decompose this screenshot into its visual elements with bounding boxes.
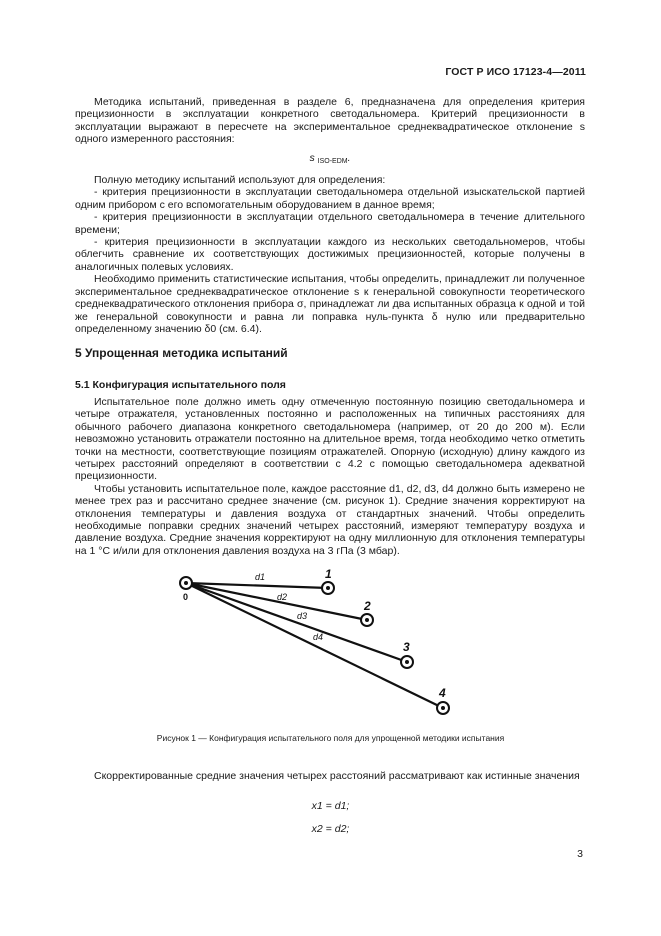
distance-d4-label: d4	[313, 632, 324, 642]
test-field-figure	[150, 565, 480, 725]
bullet-2: - критерия прецизионности в эксплуатации отдельного светодальномера в течение длительного времени;	[75, 211, 585, 236]
point-1-dot	[326, 586, 330, 590]
formula-s-iso-edm: s $_{ISO-EDM}$.	[309, 151, 351, 165]
point-2-label: 2	[364, 599, 371, 613]
equation-2: x2 = d2;	[311, 823, 350, 835]
line-d3	[186, 583, 407, 662]
equation-1: x1 = d1;	[311, 800, 350, 812]
subsection-5-1-title: 5.1 Конфигурация испытательного поля	[75, 379, 286, 391]
point-2-dot	[365, 618, 369, 622]
section-5-title: 5 Упрощенная методика испытаний	[75, 346, 288, 360]
intro-paragraph-1: Методика испытаний, приведенная в разделе 6, предназначена для определения критерия прецизионности в эксплуатации конкретного светодальномера. Критерий прецизионности в эксплуатации выражают в пересчете на экспериментальное среднеквадратическое отклонение s одного измеренного расстояния:	[75, 96, 585, 146]
point-4-label: 4	[439, 686, 446, 700]
distance-d1-label: d1	[255, 572, 266, 582]
intro-paragraph-2: Полную методику испытаний используют для определения:	[94, 174, 386, 187]
distance-d2-label: d2	[277, 592, 288, 602]
section-5-paragraph-2: Чтобы установить испытательное поле, каждое расстояние d1, d2, d3, d4 должно быть измерено не менее трех раз и рассчитано среднее значение (см. рисунок 1). Средние значения корректируют на отклонения температуры и давления воздуха от стандартных значений. Чтобы определить необходимые поправки средних значений четырех расстояний, измеряют температуру воздуха и давление воздуха. Средние значения корректируют на одну миллионную для отклонения температуры на 1 °С и/или для отклонения давления воздуха на 3 гПа (3 мбар).	[75, 482, 585, 557]
section-5-body	[75, 396, 585, 557]
bullet-3: - критерия прецизионности в эксплуатации каждого из нескольких светодальномеров, чтобы облегчить сравнение их соответствующих достижимых прецизионностей, которые получены в аналогичных полевых условиях.	[75, 236, 585, 273]
bullet-1: - критерия прецизионности в эксплуатации светодальномера отдельной изыскательской партией одним прибором с его вспомогательным оборудованием в данное время;	[75, 186, 585, 211]
origin-label: 0	[183, 592, 189, 602]
origin-point-dot	[184, 581, 188, 585]
point-3-label: 3	[403, 640, 410, 654]
page-number: 3	[577, 848, 583, 860]
point-1-label: 1	[325, 567, 332, 581]
after-figure-paragraph: Скорректированные средние значения четырех расстояний рассматривают как истинные значения	[94, 770, 580, 782]
intro-paragraph-3: Необходимо применить статистические испытания, чтобы определить, принадлежит ли полученное экспериментальное среднеквадратическое отклонение s к генеральной совокупности теоретического среднеквадратического отклонения прибора σ, принадлежат ли два испытанных образца к одной и той же генеральной совокупности и равна ли поправка нуль-пункта δ нулю или предварительно определенному значению δ0 (см. 6.4).	[75, 273, 585, 335]
after-figure-block	[75, 770, 585, 782]
distance-d3-label: d3	[297, 611, 308, 621]
point-4-dot	[441, 706, 445, 710]
standard-code-header: ГОСТ Р ИСО 17123-4—2011	[445, 66, 586, 78]
point-3-dot	[405, 660, 409, 664]
figure-caption: Рисунок 1 — Конфигурация испытательного поля для упрощенной методики испытания	[156, 733, 505, 743]
intro-block	[75, 96, 585, 335]
section-5-paragraph-1: Испытательное поле должно иметь одну отмеченную постоянную позицию светодальномера и четыре отражателя, установленных постоянно и расположенных на типичных расстояниях для обычного рабочего диапазона конкретного светодальномера (например, от 20 до 200 м). Если невозможно установить отражатели постоянно на длительное время, тогда необходимо четко отметить точки на местности, соответствующие позициям отражателей. Опорную (исходную) длину каждого из четырех расстояний определяют в соответствии с 4.2 с помощью светодальномера адекватной прецизионности.	[75, 396, 585, 483]
